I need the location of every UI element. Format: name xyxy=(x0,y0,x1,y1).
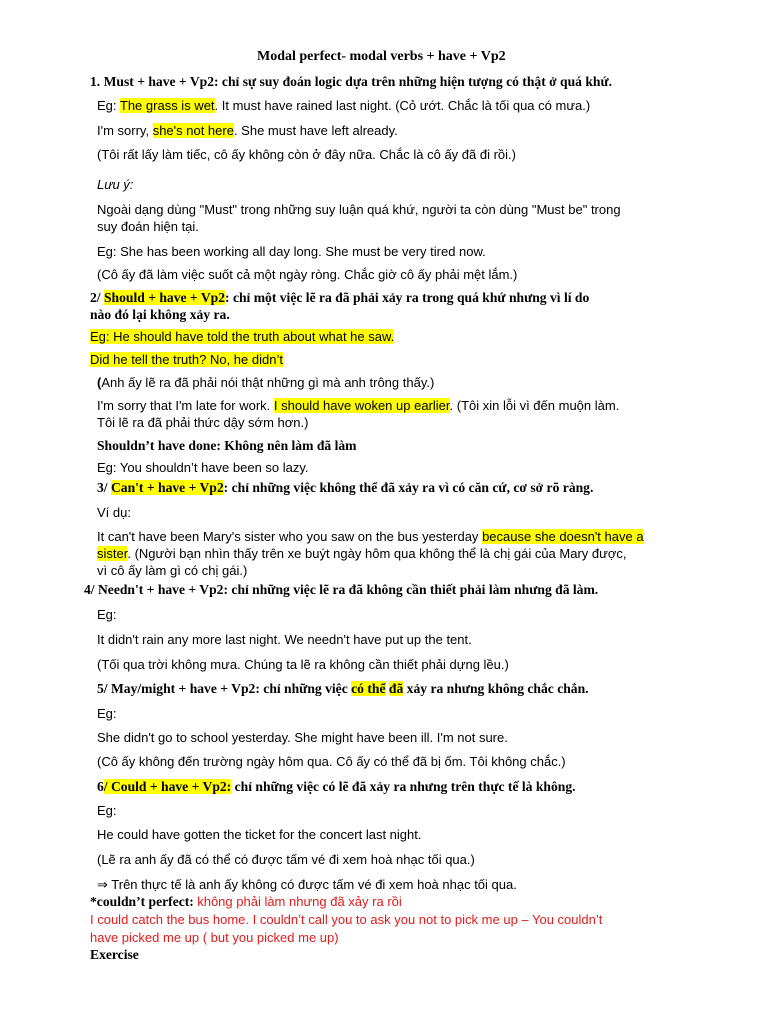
text: không phải làm nhưng đã xảy ra rồi xyxy=(197,894,402,909)
section-2-heading-line-2: nào đó lại không xảy ra. xyxy=(90,307,230,322)
section-6-example: He could have gotten the ticket for the concert last night. xyxy=(97,827,422,842)
highlight: I should have woken up earlier xyxy=(273,398,450,413)
section-1-heading: 1. Must + have + Vp2: chỉ sự suy đoán logic dựa trên những hiện tượng có thật ở quá khứ. xyxy=(90,74,613,89)
couldnt-perfect-heading xyxy=(90,893,402,910)
text: *couldn’t perfect: xyxy=(90,894,198,909)
arrow-icon: ⇒ xyxy=(97,877,108,892)
highlight: she's not here xyxy=(152,123,234,138)
section-1-example-2-translation: (Tôi rất lấy làm tiếc, cô ấy không còn ở đây nữa. Chắc là cô ấy đã đi rồi.) xyxy=(97,147,516,162)
exercise-heading: Exercise xyxy=(90,947,139,962)
text: : chỉ những việc không thể đã xảy ra vì có căn cứ, cơ sở rõ ràng. xyxy=(223,480,594,495)
section-2-example-1-translation xyxy=(97,374,434,391)
highlight: đã xyxy=(388,681,404,696)
section-6-example-translation: (Lẽ ra anh ấy đã có thể có được tấm vé đi xem hoà nhạc tối qua.) xyxy=(97,852,475,867)
text: chỉ những việc có lẽ đã xảy ra nhưng trên thực tế là không. xyxy=(231,779,576,794)
highlight: Can't + have + Vp2 xyxy=(110,480,224,495)
section-3-heading xyxy=(97,479,593,496)
section-5-example: She didn't go to school yesterday. She might have been ill. I'm not sure. xyxy=(97,730,508,745)
highlight: / Could + have + Vp2: xyxy=(103,779,232,794)
text: . She must have left already. xyxy=(233,123,398,138)
section-6-label: Eg: xyxy=(97,803,117,818)
section-4-label: Eg: xyxy=(97,607,117,622)
highlight: có thể xyxy=(351,681,386,696)
section-2-negative-heading: Shouldn’t have done: Không nên làm đã làm xyxy=(97,438,357,453)
page-title: Modal perfect- modal verbs + have + Vp2 xyxy=(257,49,506,64)
section-2-example-1 xyxy=(90,328,394,345)
text: It can't have been Mary's sister who you saw on the bus yesterday xyxy=(97,529,483,544)
section-2-example-2 xyxy=(90,351,283,368)
couldnt-perfect-example-line-2: have picked me up ( but you picked me up) xyxy=(90,930,339,945)
text: 6 xyxy=(97,779,104,794)
section-6-conclusion xyxy=(97,876,517,893)
text: 3/ xyxy=(97,480,111,495)
text: : chỉ một việc lẽ ra đã phải xảy ra trong quá khứ nhưng vì lí do xyxy=(225,290,590,305)
highlight: because she doesn't have a xyxy=(482,529,644,544)
section-3-example-line-2 xyxy=(97,545,626,562)
section-5-heading xyxy=(97,680,589,697)
text: . (Tôi xin lỗi vì đến muộn làm. xyxy=(449,398,620,413)
section-1-example-3: Eg: She has been working all day long. She must be very tired now. xyxy=(97,244,486,259)
section-2-example-3-line-2: Tôi lẽ ra đã phải thức dậy sớm hơn.) xyxy=(97,415,309,430)
highlight: Eg: He should have told the truth about what he saw. xyxy=(90,329,395,344)
text: xảy ra nhưng không chắc chắn. xyxy=(403,681,589,696)
text: ( xyxy=(97,375,102,390)
section-2-negative-example: Eg: You shouldn’t have been so lazy. xyxy=(97,460,309,475)
section-5-example-translation: (Cô ấy không đến trường ngày hôm qua. Cô ấy có thể đã bị ốm. Tôi không chắc.) xyxy=(97,754,566,769)
text: Eg: xyxy=(97,98,120,113)
section-3-example-line-3: vì cô ấy làm gì có chị gái.) xyxy=(97,563,248,578)
highlight: The grass is wet xyxy=(119,98,215,113)
section-2-example-3 xyxy=(97,397,619,414)
section-1-example-1 xyxy=(97,97,590,114)
text: 2/ xyxy=(90,290,104,305)
section-4-example: It didn't rain any more last night. We needn't have put up the tent. xyxy=(97,632,472,647)
section-1-example-2 xyxy=(97,122,398,139)
text: I'm sorry that I'm late for work. xyxy=(97,398,274,413)
text: 5/ May/might + have + Vp2: chỉ những việc xyxy=(97,681,352,696)
highlight: Should + have + Vp2 xyxy=(103,290,226,305)
section-5-label: Eg: xyxy=(97,706,117,721)
highlight: Did he tell the truth? No, he didn’t xyxy=(90,352,283,367)
highlight: sister xyxy=(97,546,128,561)
text: . (Người bạn nhìn thấy trên xe buýt ngày hôm qua không thể là chị gái của Mary được, xyxy=(127,546,627,561)
couldnt-perfect-example-line-1: I could catch the bus home. I couldn’t call you to ask you not to pick me up – You couldn’t xyxy=(90,912,603,927)
section-1-example-3-translation: (Cô ấy đã làm việc suốt cả một ngày ròng. Chắc giờ cô ấy phải mệt lắm.) xyxy=(97,267,518,282)
section-3-example xyxy=(97,528,644,545)
section-3-label: Ví dụ: xyxy=(97,505,131,520)
text: I'm sorry, xyxy=(97,123,153,138)
text: . It must have rained last night. (Cỏ ướt. Chắc là tối qua có mưa.) xyxy=(214,98,591,113)
note-line-1: Ngoài dạng dùng "Must" trong những suy luận quá khứ, người ta còn dùng "Must be" trong xyxy=(97,202,621,217)
text: Trên thực tế là anh ấy không có được tấm vé đi xem hoà nhạc tối qua. xyxy=(107,877,517,892)
section-4-example-translation: (Tối qua trời không mưa. Chúng ta lẽ ra không cần thiết phải dựng lều.) xyxy=(97,657,509,672)
text: Anh ấy lẽ ra đã phải nói thật những gì mà anh trông thấy.) xyxy=(101,375,435,390)
section-4-heading: 4/ Needn't + have + Vp2: chỉ những việc lẽ ra đã không cần thiết phải làm nhưng đã làm. xyxy=(84,582,599,597)
section-2-heading xyxy=(90,289,589,306)
note-label: Lưu ý: xyxy=(97,177,134,192)
section-6-heading xyxy=(97,778,576,795)
note-line-2: suy đoán hiện tại. xyxy=(97,219,199,234)
